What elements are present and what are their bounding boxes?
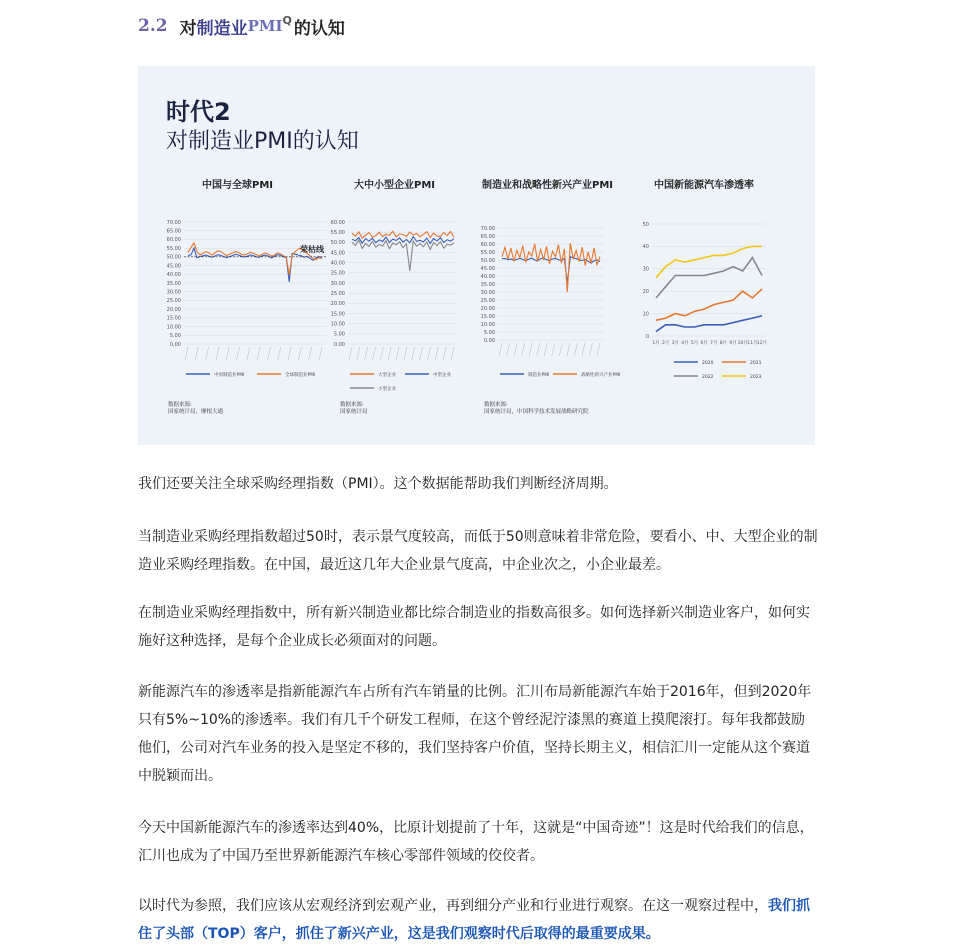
legend-label: 大型企业 — [378, 372, 396, 378]
y-tick-label: 0.00 — [483, 337, 495, 344]
x-tick — [237, 347, 240, 360]
y-tick-label: 35.00 — [330, 270, 345, 277]
heading-highlight-latin[interactable]: PMI — [247, 17, 283, 35]
heading-highlight[interactable]: 制造业 — [196, 18, 248, 39]
x-tick-label: 6月 — [700, 341, 708, 346]
x-tick — [597, 343, 600, 356]
x-tick-label: 1月 — [652, 341, 660, 346]
figure-image — [138, 66, 815, 445]
y-tick-label: 60.00 — [330, 219, 345, 226]
source-note-1: 数据来源: 国家统计局，摩根大通 — [168, 402, 224, 415]
y-tick-label: 30.00 — [480, 289, 495, 296]
x-tick — [226, 347, 229, 360]
charts-canvas — [138, 66, 815, 445]
legend-label: 小型企业 — [378, 386, 396, 392]
x-tick-label: 8月 — [719, 341, 728, 346]
legend-label: 制造业PMI — [528, 372, 550, 378]
source-note-2: 数据来源: 国家统计局 — [340, 402, 368, 415]
x-tick — [559, 343, 562, 356]
y-tick-label: 40.00 — [166, 272, 181, 279]
paragraph-3: 在制造业采购经理指数中，所有新兴制造业都比综合制造业的指数高很多。如何选择新兴制造业客户，如何实施好这种选择，是每个企业成长必须面对的问题。 — [138, 605, 810, 649]
y-tick-label: 25.00 — [330, 290, 345, 297]
x-tick — [373, 347, 376, 360]
series-line-2 — [656, 258, 762, 298]
y-tick-label: 5.00 — [169, 333, 181, 340]
x-tick — [537, 343, 540, 356]
paragraph-4: 新能源汽车的渗透率是指新能源汽车占所有汽车销量的比例。汇川布局新能源汽车始于2016年，但到2020年只有5%~10%的渗透率。我们有几千个研发工程师，在这个曾经泥泞漆黑的赛道上摸爬滚打。每年我都鼓励他们，公司对汽车业务的投入是坚定不移的，我们坚持客户价值，坚持长期主义，相信汇川一定能从这个赛道中脱颖而出。 — [138, 684, 812, 784]
x-tick — [216, 347, 219, 360]
x-tick-label: 10月 — [737, 341, 748, 346]
y-tick-label: 5.00 — [333, 331, 345, 338]
series-line-1 — [656, 289, 762, 320]
y-tick-label: 40.00 — [330, 260, 345, 267]
x-tick — [288, 347, 291, 360]
x-tick — [451, 347, 454, 360]
y-tick-label: 55.00 — [330, 229, 345, 236]
y-tick-label: 20.00 — [330, 301, 345, 308]
x-tick — [567, 343, 570, 356]
x-tick-label: 5月 — [690, 341, 699, 346]
x-tick — [357, 347, 360, 360]
series-line-0 — [656, 316, 762, 332]
y-tick-label: 25.00 — [166, 298, 181, 305]
threshold-label: 荣枯线 — [300, 244, 324, 254]
heading-prefix: 对 — [179, 18, 197, 39]
x-tick — [435, 347, 438, 360]
x-tick — [443, 347, 446, 360]
search-icon[interactable]: Q — [282, 13, 292, 27]
y-tick-label: 50 — [642, 221, 649, 228]
x-tick — [582, 343, 585, 356]
x-tick — [574, 343, 577, 356]
source-note-3: 数据来源: 国家统计局，中国科学技术发展战略研究院 — [484, 402, 589, 415]
paragraph-5: 今天中国新能源汽车的渗透率达到40%，比原计划提前了十年，这就是“中国奇迹”！这是时代给我们的信息，汇川也成为了中国乃至世界新能源汽车核心零部件领域的佼佼者。 — [138, 820, 814, 864]
x-tick — [257, 347, 260, 360]
y-tick-label: 0 — [645, 333, 649, 340]
x-tick — [247, 347, 250, 360]
legend-label: 战略性新兴产业PMI — [581, 372, 621, 378]
x-tick — [552, 343, 555, 356]
x-tick — [195, 347, 198, 360]
paragraph-6-emphasis: 我们抓住了头部（TOP）客户，抓住了新兴产业，这是我们观察时代后取得的最重要成果。 — [138, 898, 810, 942]
y-tick-label: 20.00 — [480, 305, 495, 312]
y-tick-label: 15.00 — [480, 313, 495, 320]
paragraph-6-text: 以时代为参照，我们应该从宏观经济到宏观产业，再到细分产业和行业进行观察。在这一观察过程中， — [138, 898, 768, 914]
x-tick — [589, 343, 592, 356]
x-tick — [404, 347, 407, 360]
x-tick-label: 3月 — [671, 341, 679, 346]
legend-label: 中型企业 — [433, 372, 451, 378]
x-tick-label: 11月 — [747, 341, 758, 346]
y-tick-label: 20 — [642, 289, 649, 295]
y-tick-label: 5.00 — [483, 329, 495, 336]
y-tick-label: 45.00 — [330, 250, 345, 257]
legend-label: 2021 — [750, 360, 762, 366]
y-tick-label: 30 — [642, 266, 649, 273]
y-tick-label: 30.00 — [166, 289, 181, 296]
y-tick-label: 35.00 — [480, 281, 495, 288]
x-tick — [499, 343, 502, 356]
legend-label: 2022 — [702, 374, 714, 380]
y-tick-label: 10.00 — [480, 321, 495, 328]
paragraph-1: 我们还要关注全球采购经理指数（PMI）。这个数据能帮助我们判断经济周期。 — [138, 476, 618, 492]
x-tick-label: 7月 — [710, 341, 718, 346]
y-tick-label: 45.00 — [480, 265, 495, 272]
x-tick — [544, 343, 547, 356]
x-tick — [412, 347, 415, 360]
x-tick — [349, 347, 352, 360]
series-line-2 — [352, 240, 454, 271]
y-tick-label: 10.00 — [330, 321, 345, 328]
legend-label: 全球制造业PMI — [285, 372, 316, 378]
x-tick — [380, 347, 383, 360]
series-line-3 — [656, 246, 762, 277]
legend-label: 中国制造业PMI — [214, 372, 245, 378]
y-tick-label: 35.00 — [166, 280, 181, 287]
x-tick — [365, 347, 368, 360]
x-tick — [298, 347, 301, 360]
panel-title-global-pmi: 中国与全球PMI — [202, 180, 274, 191]
x-tick — [529, 343, 532, 356]
x-tick — [185, 347, 188, 360]
y-tick-label: 15.00 — [330, 311, 345, 318]
x-tick — [507, 343, 510, 356]
y-tick-label: 20.00 — [166, 306, 181, 313]
y-tick-label: 10.00 — [166, 324, 181, 331]
x-tick — [427, 347, 430, 360]
paragraph-6 — [138, 892, 818, 948]
legend-label: 2023 — [750, 374, 762, 380]
y-tick-label: 0.00 — [169, 341, 181, 348]
x-tick — [319, 347, 322, 360]
series-line-1 — [502, 243, 600, 292]
x-tick — [522, 343, 525, 356]
y-tick-label: 10 — [642, 311, 649, 318]
y-tick-label: 50.00 — [480, 257, 495, 264]
y-tick-label: 40.00 — [480, 273, 495, 280]
x-tick — [396, 347, 399, 360]
x-tick — [420, 347, 423, 360]
y-tick-label: 30.00 — [330, 280, 345, 287]
x-tick — [514, 343, 517, 356]
y-tick-label: 45.00 — [166, 263, 181, 270]
figure-title: 时代2 — [166, 98, 231, 126]
x-tick — [206, 347, 209, 360]
y-tick-label: 15.00 — [166, 315, 181, 322]
y-tick-label: 55.00 — [166, 245, 181, 252]
heading-suffix: 的认知 — [293, 18, 345, 39]
legend-label: 2020 — [702, 360, 714, 366]
figure-subtitle: 对制造业PMI的认知 — [166, 129, 359, 154]
x-tick-label: 4月 — [681, 341, 689, 346]
y-tick-label: 60.00 — [166, 237, 181, 244]
x-tick — [388, 347, 391, 360]
y-tick-label: 70.00 — [480, 225, 495, 232]
section-heading — [138, 12, 345, 40]
y-tick-label: 65.00 — [166, 228, 181, 235]
y-tick-label: 60.00 — [480, 241, 495, 248]
panel-title-nev-penetration: 中国新能源汽车渗透率 — [654, 180, 754, 191]
y-tick-label: 55.00 — [480, 249, 495, 256]
y-tick-label: 50.00 — [330, 240, 345, 247]
section-number: 2.2 — [138, 16, 168, 36]
y-tick-label: 65.00 — [480, 233, 495, 240]
x-tick — [278, 347, 281, 360]
panel-title-size-pmi: 大中小型企业PMI — [354, 180, 436, 191]
x-tick — [267, 347, 270, 360]
x-tick-label: 12月 — [756, 341, 768, 346]
y-tick-label: 25.00 — [480, 297, 495, 304]
series-line-0 — [502, 257, 600, 283]
y-tick-label: 70.00 — [166, 219, 181, 226]
y-tick-label: 0.00 — [333, 341, 345, 348]
y-tick-label: 50.00 — [166, 254, 181, 261]
y-tick-label: 40 — [642, 244, 649, 251]
paragraph-2: 当制造业采购经理指数超过50时，表示景气度较高，而低于50则意味着非常危险，要看小、中、大型企业的制造业采购经理指数。在中国，最近这几年大企业景气度高，中企业次之，小企业最差。 — [138, 529, 818, 573]
x-tick-label: 2月 — [661, 341, 670, 346]
panel-title-emerging-pmi: 制造业和战略性新兴产业PMI — [482, 180, 614, 191]
x-tick-label: 9月 — [729, 341, 737, 346]
x-tick — [309, 347, 312, 360]
